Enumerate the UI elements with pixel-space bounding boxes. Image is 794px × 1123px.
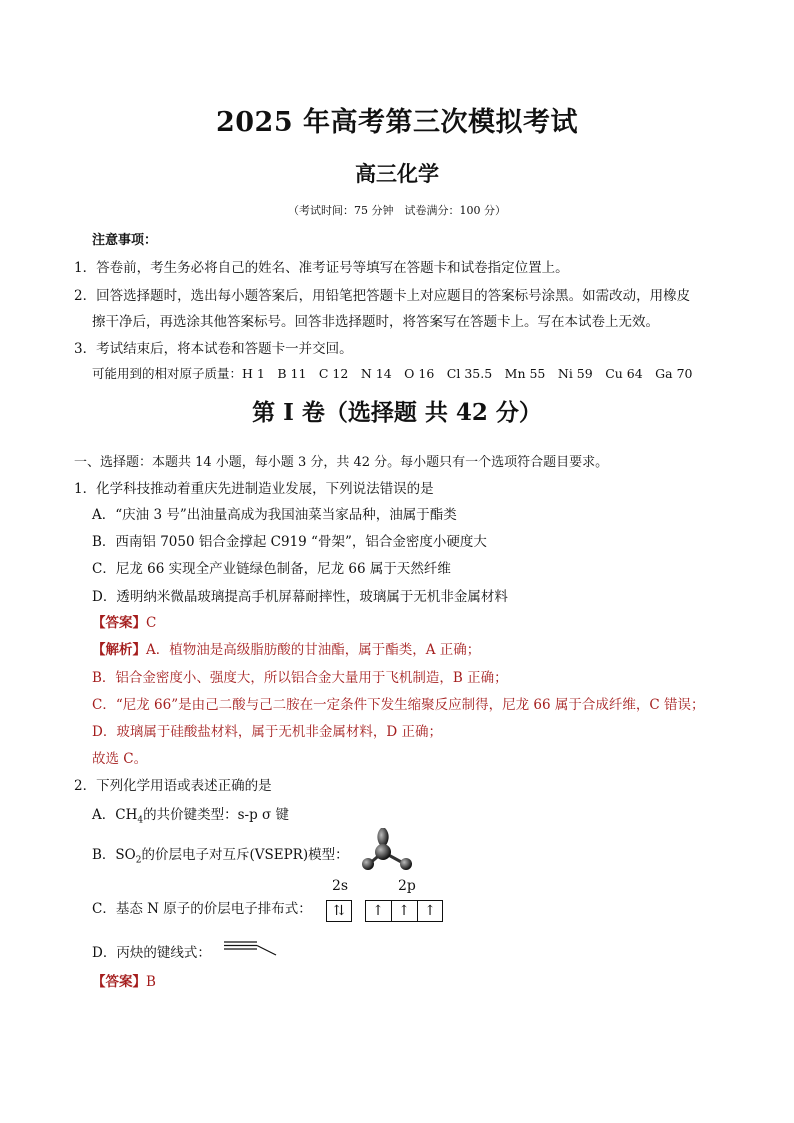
q1-analysis-a: 【解析】A．植物油是高级脂肪酸的甘油酯，属于酯类，A 正确； bbox=[92, 642, 481, 658]
orbital-cell-2p-1: ↑ bbox=[372, 903, 384, 919]
q2-option-d: D．丙炔的键线式： bbox=[92, 945, 211, 961]
orbital-box-2p bbox=[365, 900, 443, 922]
q1-analysis-d: D．玻璃属于硅酸盐材料，属于无机非金属材料，D 正确； bbox=[92, 724, 442, 740]
vsepr-model-image bbox=[360, 824, 416, 872]
orbital-cell-2s: ⇅ bbox=[333, 903, 345, 919]
section-title: 第 I 卷（选择题 共 42 分） bbox=[252, 399, 542, 426]
q1-analysis-c: C．“尼龙 66”是由己二酸与己二胺在一定条件下发生缩聚反应制得，尼龙 66 属于合成纤维，C 错误； bbox=[92, 697, 705, 713]
propyne-skeletal-formula bbox=[223, 938, 279, 958]
q2-answer: 【答案】B bbox=[92, 974, 156, 990]
notice-item-2-cont: 擦干净后，再选涂其他答案标号。回答非选择题时，将答案写在答题卡上。写在本试卷上无效。 bbox=[92, 314, 659, 330]
q1-option-a: A．“庆油 3 号”出油量高成为我国油菜当家品种，油属于酯类 bbox=[92, 507, 457, 523]
q1-stem: 1．化学科技推动着重庆先进制造业发展，下列说法错误的是 bbox=[74, 481, 434, 497]
notice-item-2: 2．回答选择题时，选出每小题答案后，用铅笔把答题卡上对应题目的答案标号涂黑。如需改动，用橡皮 bbox=[74, 288, 691, 304]
notice-item-3: 3．考试结束后，将本试卷和答题卡一并交回。 bbox=[74, 341, 353, 357]
q1-option-b: B．西南铝 7050 铝合金撑起 C919 “骨架”，铝合金密度小硬度大 bbox=[92, 534, 487, 550]
exam-title: 2025 年高考第三次模拟考试 bbox=[215, 107, 579, 138]
notice-heading: 注意事项： bbox=[92, 233, 158, 248]
q2-option-a: A．$CH_4$的共价键类型：s-p σ 键 bbox=[92, 807, 290, 826]
orbital-label-2p: 2p bbox=[398, 878, 416, 894]
exam-info: （考试时间：75 分钟 试卷满分：100 分） bbox=[288, 204, 506, 217]
q1-answer: 【答案】C bbox=[92, 615, 157, 631]
section-instruction: 一、选择题：本题共 14 小题，每小题 3 分，共 42 分。每小题只有一个选项符合题目要求。 bbox=[74, 455, 609, 470]
orbital-cell-2p-2: ↑ bbox=[391, 901, 416, 921]
exam-subtitle: 高三化学 bbox=[355, 161, 439, 186]
notice-item-1: 1．答卷前，考生务必将自己的姓名、准考证号等填写在答题卡和试卷指定位置上。 bbox=[74, 260, 569, 276]
q2-stem: 2．下列化学用语或表述正确的是 bbox=[74, 778, 272, 794]
q1-conclusion: 故选 C。 bbox=[92, 751, 148, 767]
atomic-masses: 可能用到的相对原子质量：H 1 B 11 C 12 N 14 O 16 Cl 35.5 Mn 55 Ni 59 Cu 64 Ga 70 bbox=[92, 366, 693, 381]
q2-option-b: B．$SO_2$的价层电子对互斥(VSEPR)模型： bbox=[92, 847, 349, 866]
q1-option-d: D．透明纳米微晶玻璃提高手机屏幕耐摔性，玻璃属于无机非金属材料 bbox=[92, 589, 508, 605]
orbital-label-2s: 2s bbox=[332, 878, 349, 894]
orbital-cell-2p-3: ↑ bbox=[417, 901, 442, 921]
q2-option-c: C．基态 N 原子的价层电子排布式： bbox=[92, 901, 312, 917]
q1-option-c: C．尼龙 66 实现全产业链绿色制备，尼龙 66 属于天然纤维 bbox=[92, 561, 451, 577]
q1-analysis-b: B．铝合金密度小、强度大，所以铝合金大量用于飞机制造，B 正确； bbox=[92, 670, 508, 686]
orbital-box-2s bbox=[326, 900, 352, 922]
